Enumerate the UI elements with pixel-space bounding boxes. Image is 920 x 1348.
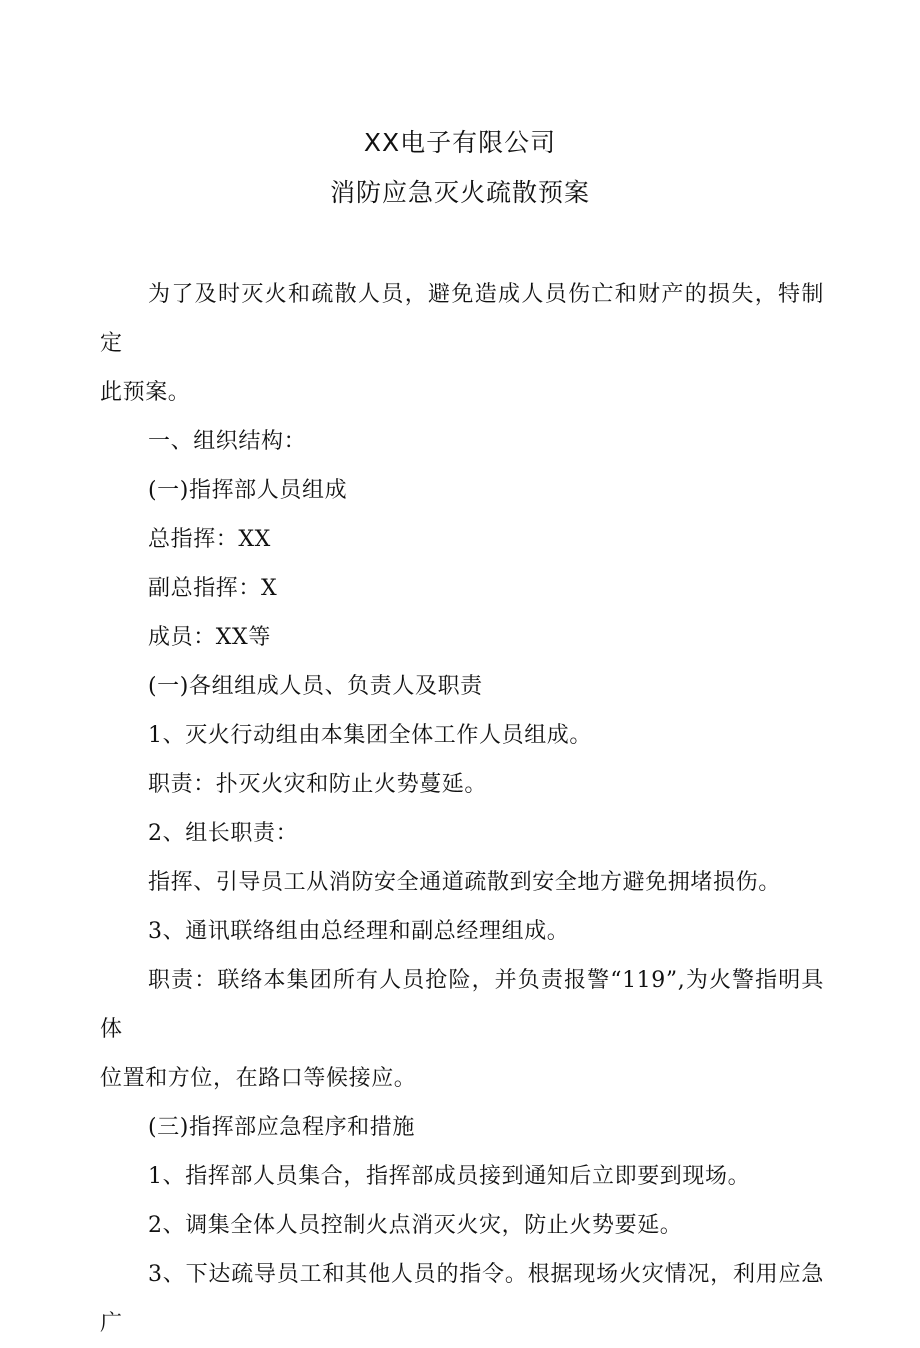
intro-paragraph-line-2: 此预案。 [100, 380, 191, 405]
duty-communication-line-2: 位置和方位，在路口等候接应。 [100, 1066, 417, 1091]
duty-leader: 指挥、引导员工从消防安全通道疏散到安全地方避免拥堵损伤。 [148, 870, 781, 895]
company-title: XX电子有限公司 [363, 128, 557, 157]
item-leader-duties: 2、组长职责： [148, 821, 299, 846]
section-heading-organization: 一、组织结构： [148, 429, 307, 454]
document-title: 消防应急灭火疏散预案 [329, 178, 590, 207]
item-fire-fighting-group: 1、灭火行动组由本集团全体工作人员组成。 [148, 723, 592, 748]
deputy-commander: 副总指挥：X [148, 576, 278, 601]
procedure-step-3: 3、下达疏导员工和其他人员的指令。根据现场火灾情况，利用应急广 [100, 1262, 824, 1336]
procedure-step-2: 2、调集全体人员控制火点消灭火灾，防止火势要延。 [148, 1213, 683, 1238]
subheading-command-staff: (一)指挥部人员组成 [148, 478, 348, 503]
document-body [100, 270, 824, 1348]
duty-communication-line-1: 职责：联络本集团所有人员抢险，并负责报警“119”,为火警指明具体 [100, 968, 824, 1042]
intro-paragraph-line-1: 为了及时灭火和疏散人员，避免造成人员伤亡和财产的损失，特制定 [100, 282, 824, 356]
subheading-emergency-procedures: (三)指挥部应急程序和措施 [148, 1115, 415, 1140]
item-communication-group: 3、通讯联络组由总经理和副总经理组成。 [148, 919, 570, 944]
procedure-step-1: 1、指挥部人员集合，指挥部成员接到通知后立即要到现场。 [148, 1164, 751, 1189]
chief-commander: 总指挥：XX [148, 527, 271, 552]
duty-fire-fighting-group: 职责：扑灭火灾和防止火势蔓延。 [148, 772, 488, 797]
subheading-groups-duties: (一)各组组成人员、负责人及职责 [148, 674, 483, 699]
members: 成员：XX等 [148, 625, 271, 650]
